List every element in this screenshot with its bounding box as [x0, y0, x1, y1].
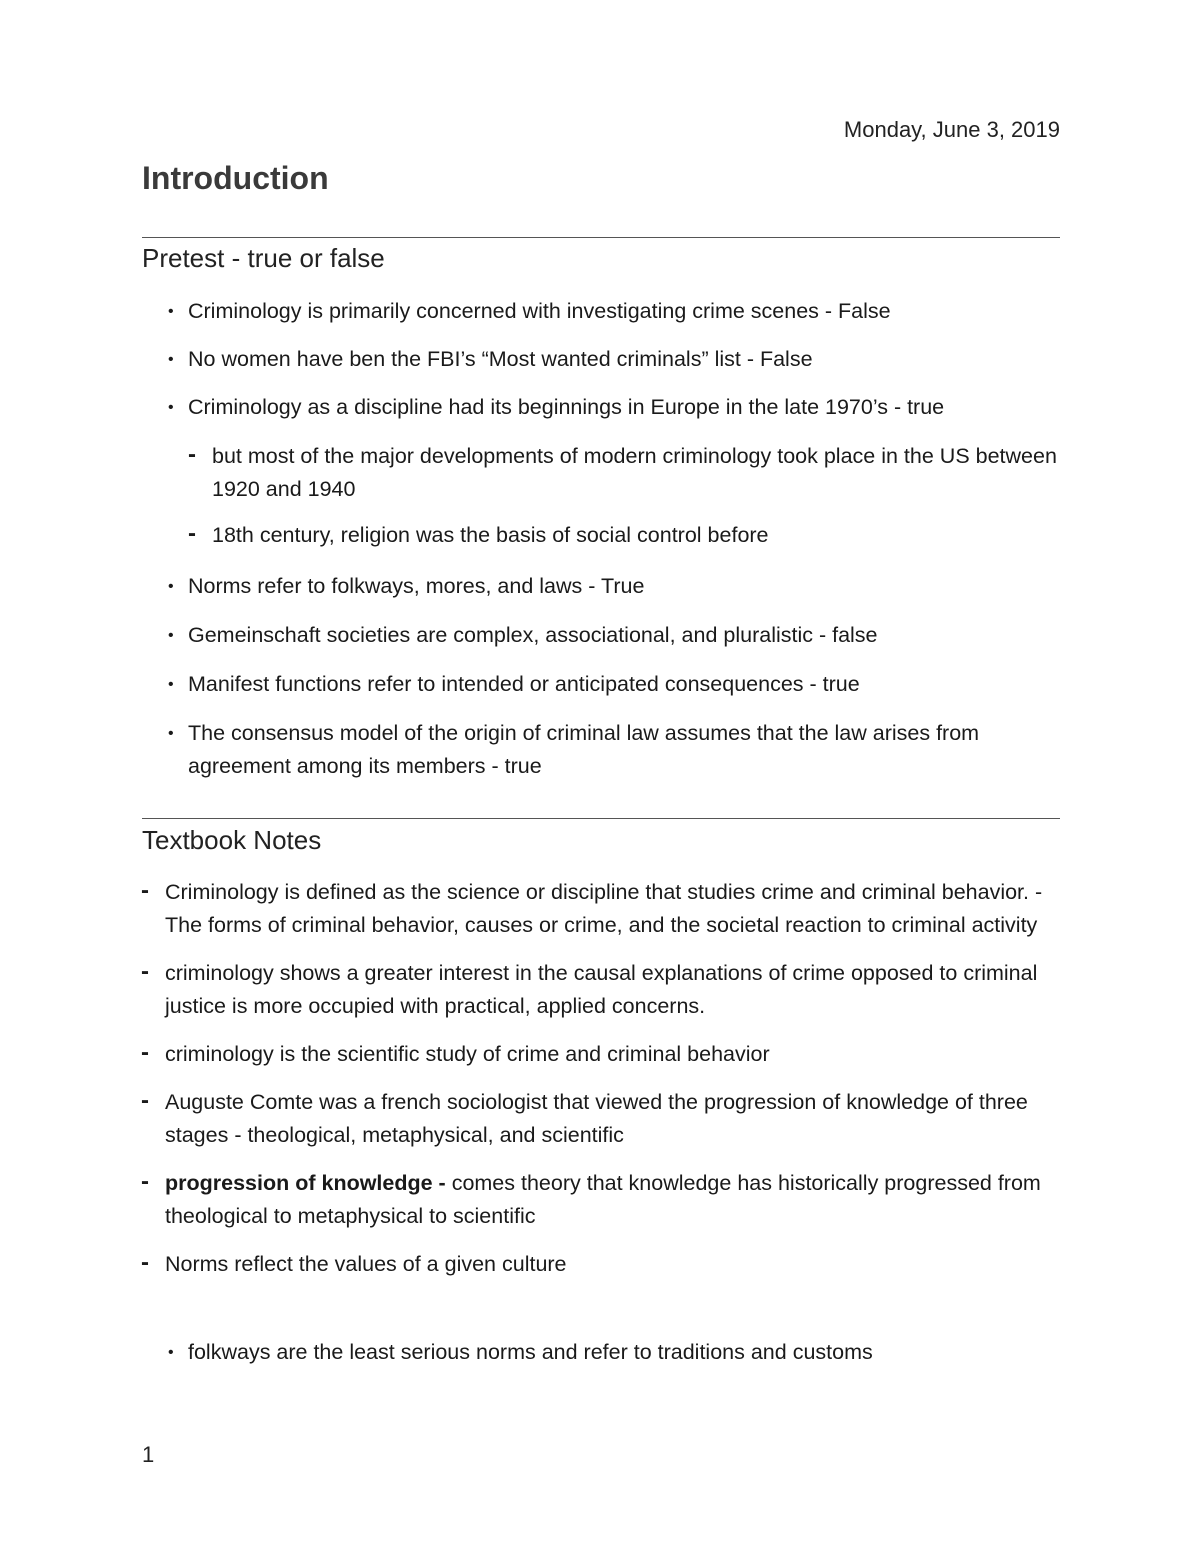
page-title: Introduction — [142, 160, 329, 196]
section-divider — [142, 818, 1060, 819]
list-item-text: criminology shows a greater interest in the causal explanations of crime opposed to criminal justice is more occupied with practical, applied concerns. — [165, 961, 1038, 1018]
dash-bullet-icon: - — [141, 1168, 149, 1195]
dash-bullet-icon: - — [141, 1039, 149, 1066]
list-item — [168, 570, 1028, 603]
list-item-text: Criminology is primarily concerned with investigating crime scenes - False — [188, 299, 891, 323]
bullet-icon: • — [168, 725, 174, 742]
list-item-text: Criminology is defined as the science or discipline that studies crime and criminal behavior. - The forms of criminal behavior, causes or crime, and the societal reaction to criminal activity — [165, 880, 1043, 937]
list-item — [141, 1086, 1065, 1152]
textbook-heading: Textbook Notes — [142, 825, 322, 855]
document-date: Monday, June 3, 2019 — [843, 117, 1060, 142]
list-item — [141, 1248, 1065, 1281]
bullet-icon: • — [168, 303, 174, 320]
norms-sublist — [168, 1336, 1068, 1369]
list-item-text: Auguste Comte was a french sociologist that viewed the progression of knowledge of three stages - theological, metaphysical, and scientific — [165, 1090, 1028, 1147]
list-item-text: comes theory that knowledge has historically progressed from theological to metaphysical to scientific — [165, 1171, 1041, 1228]
dash-bullet-icon: - — [141, 958, 149, 985]
pretest-heading: Pretest - true or false — [142, 243, 385, 273]
list-item — [141, 876, 1065, 942]
list-item — [168, 668, 1028, 701]
list-item-text: Gemeinschaft societies are complex, associational, and pluralistic - false — [188, 623, 878, 647]
sub-list-item-text: 18th century, religion was the basis of social control before — [212, 523, 769, 547]
section-divider — [142, 237, 1060, 238]
list-item — [141, 1038, 1065, 1071]
textbook-notes-list — [141, 876, 1065, 1281]
bullet-icon: • — [168, 399, 174, 416]
list-item — [141, 957, 1065, 1023]
dash-bullet-icon: - — [141, 1249, 149, 1276]
list-item — [141, 1167, 1065, 1233]
list-item-text: Manifest functions refer to intended or anticipated consequences - true — [188, 672, 860, 696]
sub-list-item — [188, 519, 1062, 552]
dash-bullet-icon: - — [188, 520, 196, 547]
list-item-text: No women have ben the FBI’s “Most wanted criminals” list - False — [188, 347, 813, 371]
list-item — [168, 295, 1068, 328]
sub-list-item — [168, 1336, 1068, 1369]
list-item — [168, 391, 1068, 424]
list-item — [168, 717, 1028, 783]
list-item-text: Criminology as a discipline had its beginnings in Europe in the late 1970’s - true — [188, 395, 945, 419]
bold-term: progression of knowledge - — [165, 1171, 446, 1195]
list-item — [168, 619, 1028, 652]
bullet-icon: • — [168, 578, 174, 595]
bullet-icon: • — [168, 627, 174, 644]
list-item — [168, 343, 1068, 376]
dash-bullet-icon: - — [188, 441, 196, 468]
pretest-list — [168, 295, 1068, 439]
bullet-icon: • — [168, 1344, 174, 1361]
list-item-text: criminology is the scientific study of crime and criminal behavior — [165, 1042, 770, 1066]
list-item-text: Norms reflect the values of a given culture — [165, 1252, 567, 1276]
page-number: 1 — [142, 1442, 155, 1467]
dash-bullet-icon: - — [141, 1087, 149, 1114]
pretest-list-continued — [168, 570, 1028, 783]
bullet-icon: • — [168, 351, 174, 368]
sub-list-item — [188, 440, 1062, 506]
sub-list-item-text: folkways are the least serious norms and refer to traditions and customs — [188, 1340, 873, 1364]
dash-bullet-icon: - — [141, 877, 149, 904]
list-item-text: Norms refer to folkways, mores, and laws - True — [188, 574, 645, 598]
bullet-icon: • — [168, 676, 174, 693]
pretest-sublist — [188, 440, 1062, 552]
sub-list-item-text: but most of the major developments of modern criminology took place in the US between 1920 and 1940 — [212, 444, 1057, 501]
list-item-text: The consensus model of the origin of criminal law assumes that the law arises from agreement among its members - true — [188, 721, 980, 778]
